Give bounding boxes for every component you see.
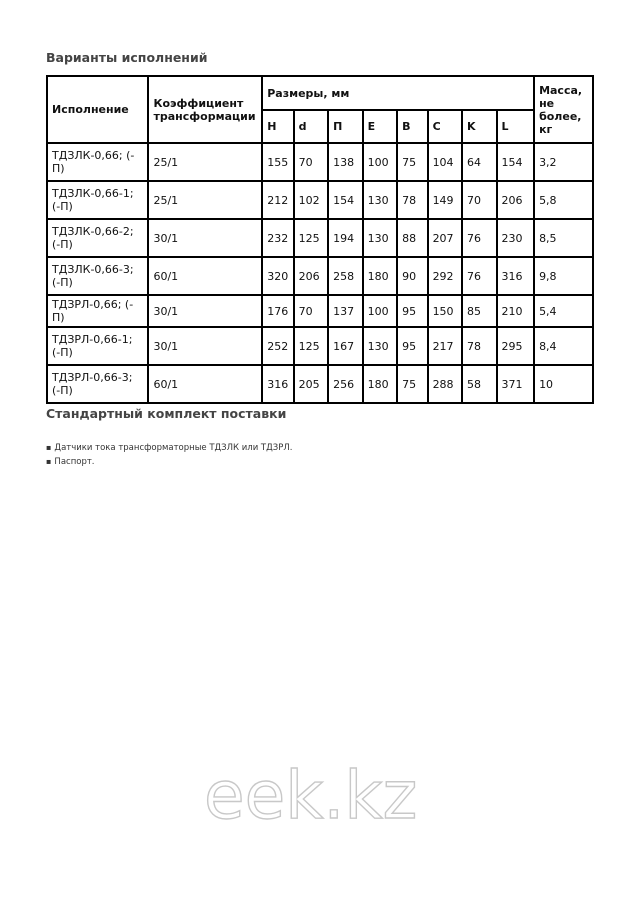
dimension-cell: 149: [428, 181, 462, 219]
dimension-cell: 217: [428, 327, 462, 365]
table-row: [47, 365, 593, 403]
header-dim-b: B: [397, 110, 427, 143]
table-row: [47, 257, 593, 295]
dimension-cell: 206: [294, 257, 328, 295]
dimension-cell: 95: [397, 327, 427, 365]
dimension-cell: 320: [262, 257, 293, 295]
dimension-cell: 230: [497, 219, 535, 257]
ratio-cell: 30/1: [148, 219, 262, 257]
dimension-cell: 176: [262, 295, 293, 327]
dimension-cell: 316: [262, 365, 293, 403]
mass-cell: 5,8: [534, 181, 593, 219]
mass-cell: 8,5: [534, 219, 593, 257]
dimension-cell: 232: [262, 219, 293, 257]
dimension-cell: 130: [363, 181, 397, 219]
dimension-cell: 167: [328, 327, 362, 365]
ratio-cell: 30/1: [148, 295, 262, 327]
dimension-cell: 292: [428, 257, 462, 295]
dimension-cell: 76: [462, 257, 496, 295]
list-item: ▪ Датчики тока трансформаторные ТДЗЛК или ТДЗРЛ.: [46, 441, 292, 455]
table-row: [47, 143, 593, 181]
dimension-cell: 70: [294, 143, 328, 181]
variant-cell: ТДЗЛК-0,66; (-П): [47, 143, 148, 181]
ratio-cell: 25/1: [148, 181, 262, 219]
dimension-cell: 194: [328, 219, 362, 257]
dimension-cell: 205: [294, 365, 328, 403]
dimension-cell: 58: [462, 365, 496, 403]
supply-title: Стандартный комплект поставки: [46, 406, 287, 421]
dimension-cell: 138: [328, 143, 362, 181]
dimension-cell: 252: [262, 327, 293, 365]
dimension-cell: 210: [497, 295, 535, 327]
mass-cell: 8,4: [534, 327, 593, 365]
dimension-cell: 206: [497, 181, 535, 219]
dimension-cell: 125: [294, 327, 328, 365]
dimension-cell: 90: [397, 257, 427, 295]
dimension-cell: 295: [497, 327, 535, 365]
variant-cell: ТДЗРЛ-0,66; (-П): [47, 295, 148, 327]
header-mass: Масса, не более, кг: [534, 76, 593, 143]
variants-title: Варианты исполнений: [46, 50, 208, 65]
ratio-cell: 60/1: [148, 365, 262, 403]
variant-cell: ТДЗЛК-0,66-2; (-П): [47, 219, 148, 257]
dimension-cell: 78: [397, 181, 427, 219]
mass-cell: 3,2: [534, 143, 593, 181]
header-dim-e: E: [363, 110, 397, 143]
header-dim-k: K: [462, 110, 496, 143]
dimension-cell: 207: [428, 219, 462, 257]
supply-list: [46, 441, 292, 469]
table-row: [47, 295, 593, 327]
dimension-cell: 78: [462, 327, 496, 365]
dimension-cell: 155: [262, 143, 293, 181]
header-dim-h: H: [262, 110, 293, 143]
dimension-cell: 85: [462, 295, 496, 327]
dimension-cell: 125: [294, 219, 328, 257]
dimension-cell: 100: [363, 143, 397, 181]
variant-cell: ТДЗЛК-0,66-1; (-П): [47, 181, 148, 219]
dimension-cell: 180: [363, 365, 397, 403]
dimension-cell: 288: [428, 365, 462, 403]
ratio-cell: 60/1: [148, 257, 262, 295]
dimension-cell: 88: [397, 219, 427, 257]
dimension-cell: 104: [428, 143, 462, 181]
table-row: [47, 181, 593, 219]
dimension-cell: 70: [294, 295, 328, 327]
header-variant: Исполнение: [47, 76, 148, 143]
mass-cell: 10: [534, 365, 593, 403]
variant-cell: ТДЗРЛ-0,66-1; (-П): [47, 327, 148, 365]
dimension-cell: 371: [497, 365, 535, 403]
dimension-cell: 150: [428, 295, 462, 327]
header-dim-c: C: [428, 110, 462, 143]
dimension-cell: 316: [497, 257, 535, 295]
variant-cell: ТДЗЛК-0,66-3; (-П): [47, 257, 148, 295]
header-dim-p: П: [328, 110, 362, 143]
dimension-cell: 130: [363, 327, 397, 365]
watermark-logo: [200, 752, 440, 832]
dimension-cell: 256: [328, 365, 362, 403]
list-item: ▪ Паспорт.: [46, 455, 292, 469]
dimension-cell: 102: [294, 181, 328, 219]
table-row: [47, 327, 593, 365]
dimension-cell: 258: [328, 257, 362, 295]
header-ratio: Коэффициент трансформации: [148, 76, 262, 143]
dimension-cell: 154: [497, 143, 535, 181]
dimension-cell: 100: [363, 295, 397, 327]
dimension-cell: 180: [363, 257, 397, 295]
variants-table: [46, 75, 594, 404]
dimension-cell: 64: [462, 143, 496, 181]
watermark-text: eek.kz: [204, 757, 418, 832]
mass-cell: 9,8: [534, 257, 593, 295]
dimension-cell: 75: [397, 143, 427, 181]
dimension-cell: 76: [462, 219, 496, 257]
dimension-cell: 212: [262, 181, 293, 219]
dimension-cell: 70: [462, 181, 496, 219]
variant-cell: ТДЗРЛ-0,66-3; (-П): [47, 365, 148, 403]
dimension-cell: 130: [363, 219, 397, 257]
ratio-cell: 25/1: [148, 143, 262, 181]
dimension-cell: 95: [397, 295, 427, 327]
table-row: [47, 219, 593, 257]
header-dim-d: d: [294, 110, 328, 143]
ratio-cell: 30/1: [148, 327, 262, 365]
dimension-cell: 75: [397, 365, 427, 403]
dimension-cell: 137: [328, 295, 362, 327]
header-dimensions: Размеры, мм: [262, 76, 534, 110]
header-dim-l: L: [497, 110, 535, 143]
dimension-cell: 154: [328, 181, 362, 219]
mass-cell: 5,4: [534, 295, 593, 327]
